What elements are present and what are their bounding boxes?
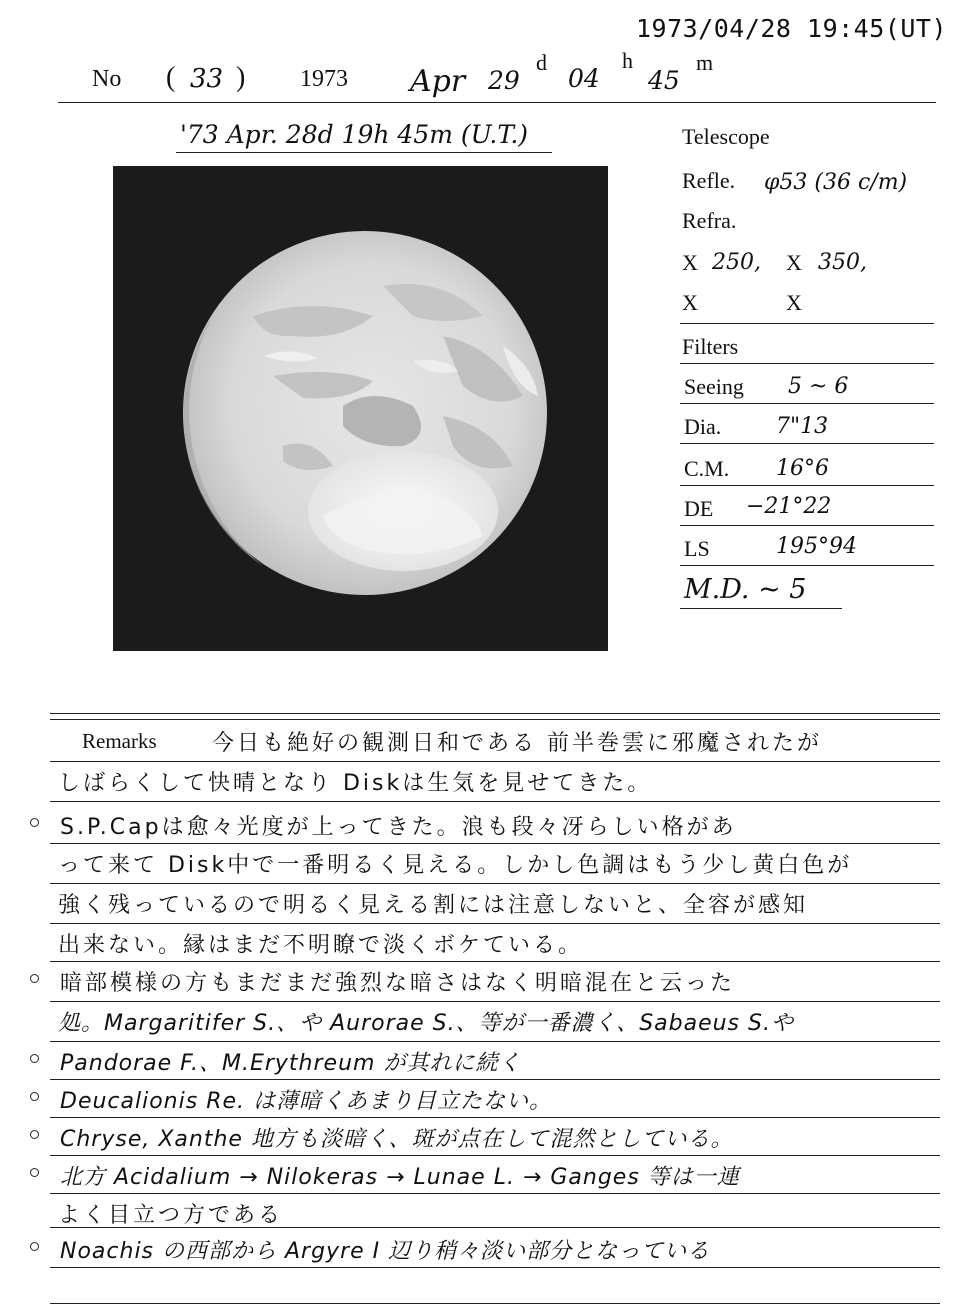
number-paren-close: ) [236, 62, 246, 93]
diameter-label: Dia. [684, 414, 722, 439]
header-rule [58, 102, 936, 103]
remarks-line-14: Noachis の西部から Argyre I 辺り稍々淡い部分となっている [60, 1239, 711, 1264]
table-rule-4 [680, 443, 934, 444]
mars-drawing [113, 166, 608, 651]
bullet-icon [30, 1092, 39, 1101]
de-label: DE [684, 496, 714, 521]
bullet-icon [30, 818, 39, 827]
remarks-line-6: 出来ない。縁はまだ不明瞭で淡くボケている。 [58, 933, 584, 958]
refle-value: φ53 (36 c/m) [764, 170, 908, 195]
header-month: Apr [410, 64, 466, 99]
de-value: −21°22 [746, 494, 832, 519]
table-rule-5 [680, 485, 934, 486]
md-value: M.D. ~ 5 [684, 574, 807, 605]
remarks-rule-9 [50, 1079, 940, 1080]
table-rule-6 [680, 525, 934, 526]
remarks-rule-8 [50, 1041, 940, 1042]
remarks-line-11: Chryse, Xanthe 地方も淡暗く、斑が点在して混然としている。 [60, 1127, 734, 1152]
remarks-rule-3 [50, 843, 940, 844]
header-day-unit: d [536, 50, 547, 75]
header-year: 1973 [300, 66, 348, 92]
bullet-icon [30, 1130, 39, 1139]
ls-label: LS [684, 536, 710, 561]
table-rule-2 [680, 363, 934, 364]
magnification-3-x: X [682, 290, 698, 315]
magnification-2-x: X [786, 250, 802, 275]
remarks-rule-6 [50, 961, 940, 962]
remarks-rule-1 [50, 761, 940, 762]
magnification-4-x: X [786, 290, 802, 315]
remarks-top-rule-2 [50, 719, 940, 720]
remarks-line-1: 今日も絶好の観測日和である 前半巻雲に邪魔されたが [212, 731, 822, 756]
header-day: 29 [488, 66, 520, 95]
drawing-caption: '73 Apr. 28d 19h 45m (U.T.) [180, 120, 529, 149]
telescope-label: Telescope [682, 124, 770, 149]
magnification-2-value: 350, [818, 250, 867, 275]
bullet-icon [30, 974, 39, 983]
remarks-line-9: Pandorae F.、M.Erythreum が其れに続く [60, 1051, 522, 1076]
refle-label: Refle. [682, 168, 736, 193]
bullet-icon [30, 1168, 39, 1177]
magnification-1-value: 250, [712, 250, 761, 275]
header-minute-unit: m [696, 50, 714, 75]
remarks-line-8: 処。Margaritifer S.、や Aurorae S.、等が一番濃く、Sabaeus S.や [58, 1011, 794, 1036]
remarks-rule-11 [50, 1155, 940, 1156]
sheet-number: 33 [190, 64, 224, 94]
mars-disk-sketch [113, 166, 608, 651]
remarks-rule-7 [50, 1001, 940, 1002]
remarks-line-3: S.P.Capは愈々光度が上ってきた。浪も段々冴らしい格があ [60, 815, 737, 840]
header-hour: 04 [568, 64, 600, 93]
remarks-rule-2 [50, 801, 940, 802]
remarks-rule-12 [50, 1193, 940, 1194]
remarks-top-rule-1 [50, 713, 940, 714]
refra-label: Refra. [682, 208, 737, 233]
remarks-line-2: しばらくして快晴となり Diskは生気を見せてきた。 [58, 771, 653, 796]
ls-value: 195°94 [776, 534, 857, 559]
number-paren-open: ( [166, 62, 176, 93]
seeing-value: 5 ~ 6 [788, 374, 849, 399]
remarks-rule-13 [50, 1227, 940, 1228]
bullet-icon [30, 1054, 39, 1063]
remarks-rule-5 [50, 923, 940, 924]
remarks-rule-10 [50, 1117, 940, 1118]
remarks-rule-14 [50, 1267, 940, 1268]
header-hour-unit: h [622, 48, 633, 73]
remarks-rule-4 [50, 883, 940, 884]
header-minute: 45 [648, 66, 680, 95]
remarks-rule-15 [50, 1303, 940, 1304]
number-label: No [92, 66, 122, 92]
central-meridian-label: C.M. [684, 456, 730, 481]
central-meridian-value: 16°6 [776, 456, 829, 481]
remarks-line-7: 暗部模様の方もまだまだ強烈な暗さはなく明暗混在と云った [60, 971, 736, 996]
md-underline [680, 608, 842, 609]
remarks-line-4: って来て Disk中で一番明るく見える。しかし色調はもう少し黄白色が [58, 853, 853, 878]
remarks-label: Remarks [82, 729, 157, 753]
table-rule-3 [680, 403, 934, 404]
caption-underline [176, 152, 552, 153]
remarks-line-13: よく目立つ方である [58, 1203, 284, 1228]
timestamp-stamp: 1973/04/28 19:45(UT) [635, 14, 947, 43]
diameter-value: 7"13 [776, 414, 829, 439]
bullet-icon [30, 1242, 39, 1251]
magnification-1-x: X [682, 250, 698, 275]
remarks-line-12: 北方 Acidalium → Nilokeras → Lunae L. → Ganges 等は一連 [60, 1165, 740, 1190]
table-rule-1 [680, 323, 934, 324]
table-rule-7 [680, 565, 934, 566]
filters-label: Filters [682, 334, 739, 359]
remarks-line-10: Deucalionis Re. は薄暗くあまり目立たない。 [60, 1089, 553, 1114]
remarks-line-5: 強く残っているので明るく見える割には注意しないと、全容が感知 [58, 893, 809, 918]
seeing-label: Seeing [684, 374, 744, 399]
